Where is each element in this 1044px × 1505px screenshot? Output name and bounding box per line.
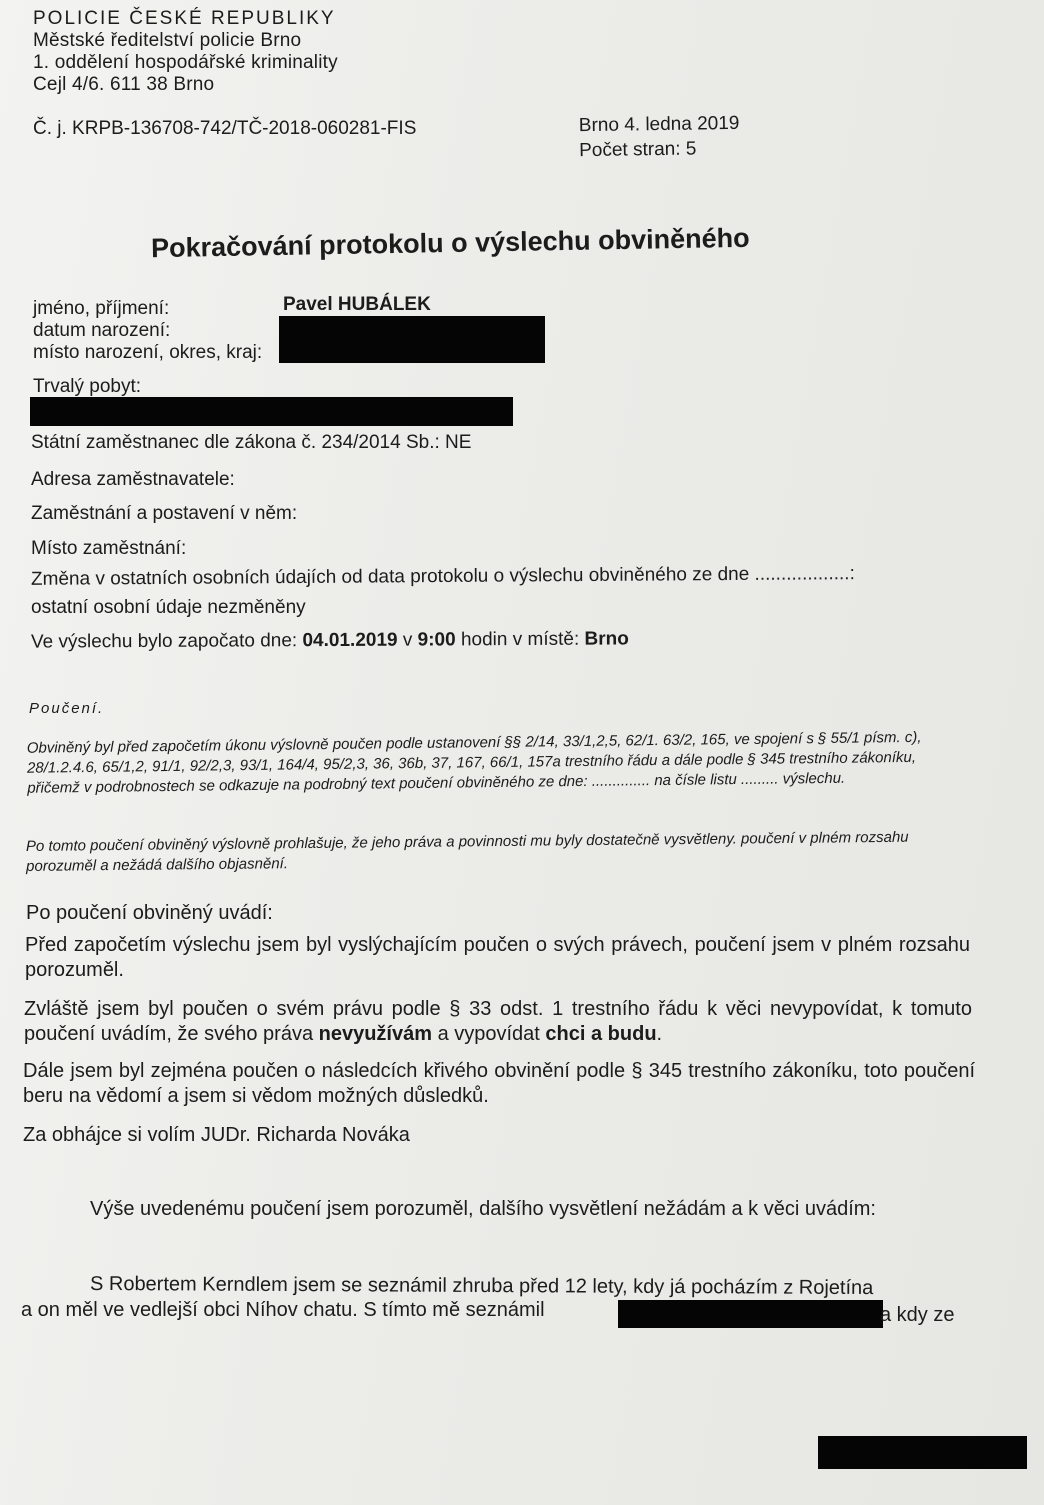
start-line	[31, 628, 629, 653]
statement-p4: Za obhájce si volím JUDr. Richarda Nováka	[23, 1124, 410, 1146]
employer-address-label: Adresa zaměstnavatele:	[31, 469, 235, 490]
name-value: Pavel HUBÁLEK	[283, 294, 431, 315]
start-time: 9:00	[417, 629, 456, 651]
document-title: Pokračování protokolu o výslechu obviněného	[150, 222, 750, 264]
change-line: Změna v ostatních osobních údajích od data protokolu o výslechu obviněného ze dne ..................:	[30, 563, 855, 590]
p2-d: chci a budu	[545, 1023, 657, 1045]
start-place: Brno	[584, 628, 629, 650]
birth-date-label: datum narození:	[33, 320, 171, 341]
employment-label: Zaměstnání a postavení v něm:	[31, 503, 298, 524]
p2-b: nevyužívám	[318, 1023, 433, 1045]
statement-p5: Výše uvedenému poučení jsem porozuměl, dalšího vysvětlení nežádám a k věci uvádím:	[90, 1198, 876, 1220]
start-prefix: Ve výslechu bylo započato dne:	[30, 630, 303, 653]
name-label: jméno, příjmení:	[33, 298, 170, 319]
statement-p6-line1: S Robertem Kerndlem jsem se seznámil zhruba před 12 lety, kdy já pocházím z Rojetína	[89, 1272, 874, 1300]
instruction-heading: Poučení.	[29, 700, 105, 717]
workplace-label: Místo zaměstnání:	[31, 538, 187, 559]
address: Cejl 4/6. 611 38 Brno	[33, 74, 215, 95]
birth-place-label: místo narození, okres, kraj:	[33, 342, 263, 363]
directorate: Městské ředitelství policie Brno	[33, 30, 302, 51]
date-block	[579, 111, 740, 163]
statement-p6-line2a: a on měl ve vedlejší obci Níhov chatu. S tímto mě seznámil	[21, 1299, 545, 1321]
redaction-name	[618, 1300, 883, 1328]
start-date: 04.01.2019	[302, 629, 398, 652]
p2-a: Zvláště jsem byl poučen o svém právu podle § 33 odst. 1 trestního řádu k věci nevypovídat, k tomuto poučení uvádím, že svého práva	[24, 998, 972, 1045]
instruction-para1: Obviněný byl před započetím úkonu výslovně poučen podle ustanovení §§ 2/14, 33/1,2,5, 62/1. 63/2, 165, ve spojení s § 55/1 písm. c), 28/1.2.4.6, 65/1,2, 91/1, 92/2,3, 93/1, 164/4, 95/2,3, 36, 36b, 37, 167, 66/1, 157a trestního řádu a dále podle § 345 trestního zákoníku, přičemž v podrobnostech se odkazuje na podrobný text poučení obviněného ze dne: .............. na čísle listu ......... výslechu.	[26, 728, 922, 797]
page-count: Počet stran: 5	[579, 138, 697, 162]
redaction-residence	[30, 397, 513, 426]
p2-c: a vypovídat	[432, 1023, 546, 1045]
reference-number: Č. j. KRPB-136708-742/TČ-2018-060281-FIS	[33, 118, 417, 139]
police-name: POLICIE ČESKÉ REPUBLIKY	[33, 8, 336, 29]
statement-p1: Před započetím výslechu jsem byl vyslýchajícím poučen o svých právech, poučení jsem v plném rozsahu porozuměl.	[25, 934, 970, 981]
statement-p2	[24, 997, 972, 1047]
redaction-birth	[279, 316, 545, 363]
statement-p3: Dále jsem byl zejména poučen o následcích křivého obvinění podle § 345 trestního zákoníku, toto poučení beru na vědomí a jsem si vědom možných důsledků.	[23, 1060, 975, 1107]
p2-e: .	[656, 1023, 663, 1045]
start-mid2: hodin v místě:	[455, 628, 585, 651]
date-line: Brno 4. ledna 2019	[578, 112, 740, 137]
department: 1. oddělení hospodářské kriminality	[33, 52, 338, 73]
state-employee-line: Státní zaměstnanec dle zákona č. 234/2014 Sb.: NE	[31, 432, 472, 453]
statement-p6-line2b: a kdy ze	[880, 1304, 955, 1326]
statement-intro: Po poučení obviněný uvádí:	[26, 902, 273, 924]
start-mid: v	[397, 629, 418, 651]
redaction-signature	[818, 1436, 1027, 1469]
letterhead	[33, 8, 338, 96]
residence-label: Trvalý pobyt:	[33, 376, 142, 397]
unchanged-line: ostatní osobní údaje nezměněny	[31, 597, 306, 618]
instruction-para2: Po tomto poučení obviněný výslovně prohlašuje, že jeho práva a povinnosti mu byly dostatečně vysvětleny. poučení v plném rozsahu porozuměl a nežádá dalšího objasnění.	[25, 828, 909, 875]
